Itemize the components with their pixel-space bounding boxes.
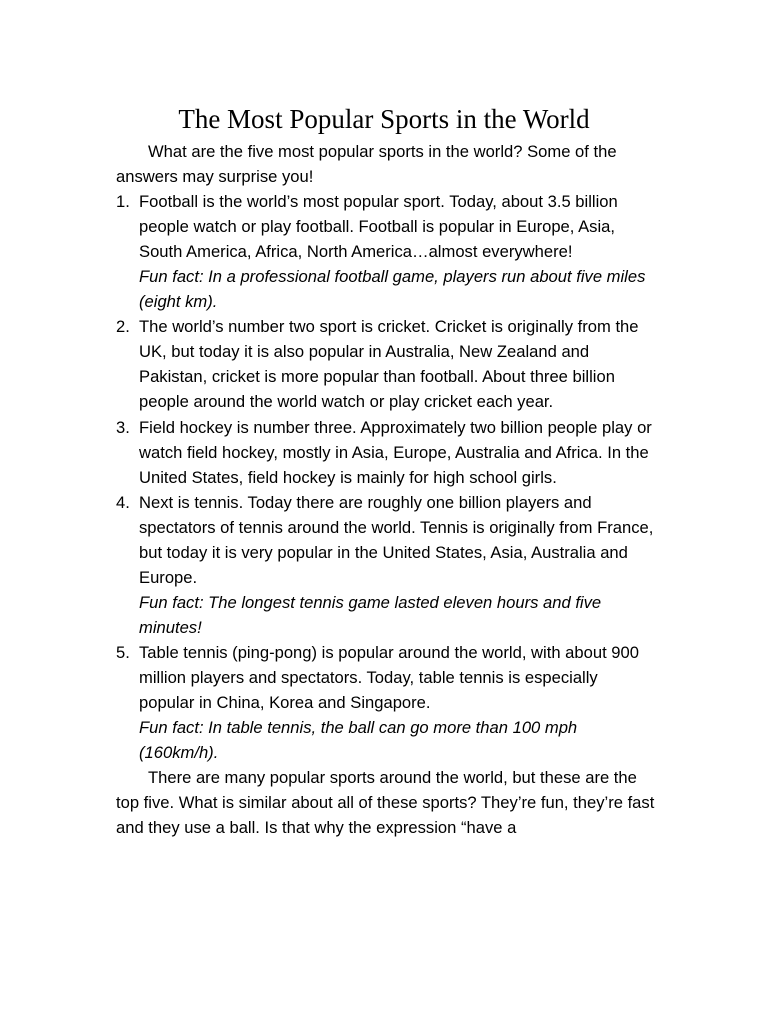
list-item <box>116 490 656 640</box>
item-number: 3. <box>116 417 130 437</box>
fun-fact: Fun fact: In table tennis, the ball can go more than 100 mph (160km/h). <box>139 718 578 763</box>
sports-list <box>116 189 656 765</box>
conclusion-paragraph: There are many popular sports around the world, but these are the top five. What is similar about all of these sports? They’re fun, they’re fast and they use a ball. Is that why the expression “have a <box>116 768 655 838</box>
item-text: Next is tennis. Today there are roughly one billion players and spectators of tennis around the world. Tennis is originally from France, but today it is very popular in the United States, Asia, Australia and Europe. <box>139 492 654 587</box>
list-item <box>116 189 656 314</box>
item-text: Football is the world’s most popular sport. Today, about 3.5 billion people watch or play football. Football is popular in Europe, Asia, South America, Africa, North America…almost everywhere! <box>139 192 618 262</box>
fun-fact: Fun fact: In a professional football game, players run about five miles (eight km). <box>139 267 646 312</box>
item-number: 2. <box>116 317 130 337</box>
list-item <box>116 415 656 490</box>
list-item <box>116 314 656 414</box>
document-body <box>116 139 656 840</box>
fun-fact: Fun fact: The longest tennis game lasted eleven hours and five minutes! <box>139 592 602 637</box>
item-text: Table tennis (ping-pong) is popular around the world, with about 900 million players and spectators. Today, table tennis is especially popular in China, Korea and Singapore. <box>139 642 639 713</box>
item-text: Field hockey is number three. Approximately two billion people play or watch field hockey, mostly in Asia, Europe, Australia and Africa. In the United States, field hockey is mainly for high school girls. <box>139 417 652 487</box>
document-title: The Most Popular Sports in the World <box>178 104 590 134</box>
item-number: 4. <box>116 492 130 512</box>
intro-paragraph: What are the five most popular sports in the world? Some of the answers may surprise you! <box>116 142 617 187</box>
item-text: The world’s number two sport is cricket. Cricket is originally from the UK, but today it is also popular in Australia, New Zealand and Pakistan, cricket is more popular than football. About three billion people around the world watch or play cricket each year. <box>139 317 639 412</box>
item-number: 5. <box>116 642 130 662</box>
item-number: 1. <box>116 192 130 212</box>
list-item <box>116 640 656 765</box>
